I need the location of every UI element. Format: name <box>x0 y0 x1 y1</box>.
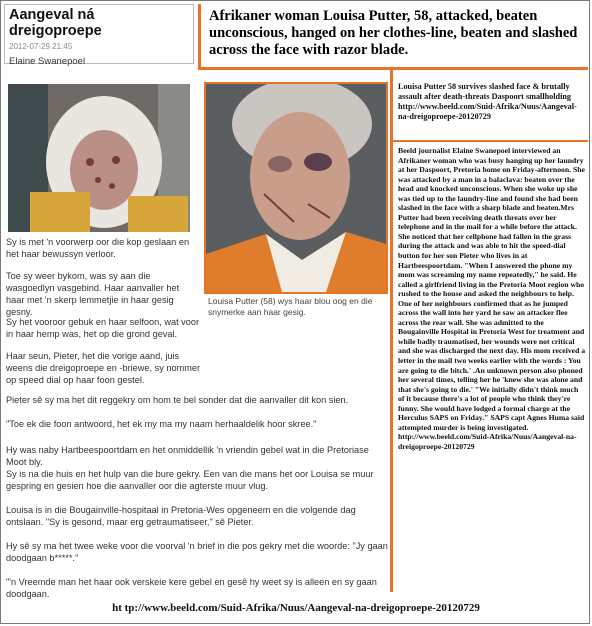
article-author: Elaine Swanepoel <box>9 56 86 67</box>
paragraph-9: Louisa is in die Bougainville-hospitaal in Pretoria-Wes opgeneem en die volgende dag ontslaan. "Sy is gesond, maar erg getraumatiseer," sê Pieter. <box>6 505 356 527</box>
photo-caption: Louisa Putter (58) wys haar blou oog en die snymerke aan haar gesig. <box>208 296 373 317</box>
photo-portrait <box>204 82 388 294</box>
orange-divider-vertical <box>390 70 393 592</box>
photo-hospital-image <box>8 84 190 232</box>
paragraph-2: Toe sy weer bykom, was sy aan die wasgoedlyn vasgebind. Haar aanvaller het haar met 'n skerp lemmetjie in haar gesig gesny. <box>6 271 180 317</box>
paragraph-10: Hy sê sy ma het twee weke voor die voorval 'n brief in die pos gekry met die woorde: "Jy gaan doodgaan b*****." <box>6 541 388 563</box>
photo-portrait-image <box>206 84 386 292</box>
photo-hospital <box>8 84 190 232</box>
paragraph-7: Hy was naby Hartbeespoortdam en het onmiddellik 'n vriendin gebel wat in die Pretoriase Moot bly. <box>6 445 369 467</box>
article-headline[interactable]: Aangeval ná dreigoproepe <box>9 7 102 39</box>
paragraph-4: Haar seun, Pieter, het die vorige aand, juis weens die dreigoproepe en -briewe, sy nommer op speed dial op haar foon gestel. <box>6 351 201 385</box>
orange-divider-horizontal <box>390 140 588 142</box>
paragraph-5: Pieter sê sy ma het dit reggekry om hom te bel sonder dat die aanvaller dit kon sien. <box>6 395 349 405</box>
paragraph-8: Sy is na die huis en het hulp van die bure gekry. Een van die mans het oor Louisa se muur gespring en gesien hoe die aanvaller oor die agterste muur vlug. <box>6 469 374 491</box>
summary-banner <box>198 4 588 70</box>
banner-text: Afrikaner woman Louisa Putter, 58, attacked, beaten unconscious, hanged on her clothes-line, beaten and slashed across the face with razor blade. <box>209 8 578 58</box>
article-date: 2012-07-29 21:45 <box>9 42 73 51</box>
article-header <box>4 4 194 67</box>
paragraph-1: Sy is met 'n voorwerp oor die kop geslaan en het haar bewussyn verloor. <box>6 237 190 259</box>
side-summary: Louisa Putter 58 survives slashed face & brutally assault after death-threats Daspoort smallholding http://www.beeld.com/Suid-Afrika/Nuus/Aangeval-na-dreigoproepe-20120729 <box>398 82 577 121</box>
paragraph-11: "'n Vreemde man het haar ook verskeie kere gebel en gesê hy weet sy is alleen en sy gaan doodgaan. <box>6 577 377 599</box>
side-body: Beeld journalist Elaine Swanepoel interviewed an Afrikaner woman who was busy hanging up her laundry at her Daspoort, Pretoria home on Friday-afternoon. She was attacked by a man in a balaclava: beaten over the head and knocked unconscious. When she woke up she was tied up to the laundry-line and found she had been slashed in the face with a sharp blade and beaten.Mrs Putter had been receiving death threats over her telephone and in the mail for a while before the attack. She noticed that her cellphone had fallen in the grass during the attack and was able to hit the speed-dial button for her son Pieter who lives in at Hartbeespoortdam. "When I answered the phone my mom was screaming my name repeatedly," he said. He called a girlfriend living in the Pretoria Moot region who rushed to the house and asked the neighbours to help. One of her neighbours confirmed that as he jumped across the wall into her yard he saw an attacker flee across the rear wall. She was admitted to the Bougainville Hospital in Pretoria West for treatment and while badly traumatised, her wounds were not critical and she was discharged the next day. His mom received a letter in the mail two weeks earlier with the words : You are going to die bitch.' .An unknown person also phoned her several times, telling her he 'knew she was alone and that she's going to die.' "We initially didn't think much of it because there's a lot of people who think they're funny. She would have lodged a formal charge at the Herculus SAPS on Friday." SAPS capt Agnes Huma said attempted murder is being investigated. http://www.beeld.com/Suid-Afrika/Nuus/Aangeval-na-dreigoproepe-20120729 <box>398 146 586 451</box>
footer-url-link[interactable]: ht tp://www.beeld.com/Suid-Afrika/Nuus/Aangeval-na-dreigoproepe-20120729 <box>112 602 480 614</box>
paragraph-3: Sy het vooroor gebuk en haar selfoon, wat voor in haar hemp was, het op die grond geval. <box>6 317 200 339</box>
paragraph-6: "Toe ek die foon antwoord, het ek my ma my naam herhaaldelik hoor skree." <box>6 419 317 429</box>
